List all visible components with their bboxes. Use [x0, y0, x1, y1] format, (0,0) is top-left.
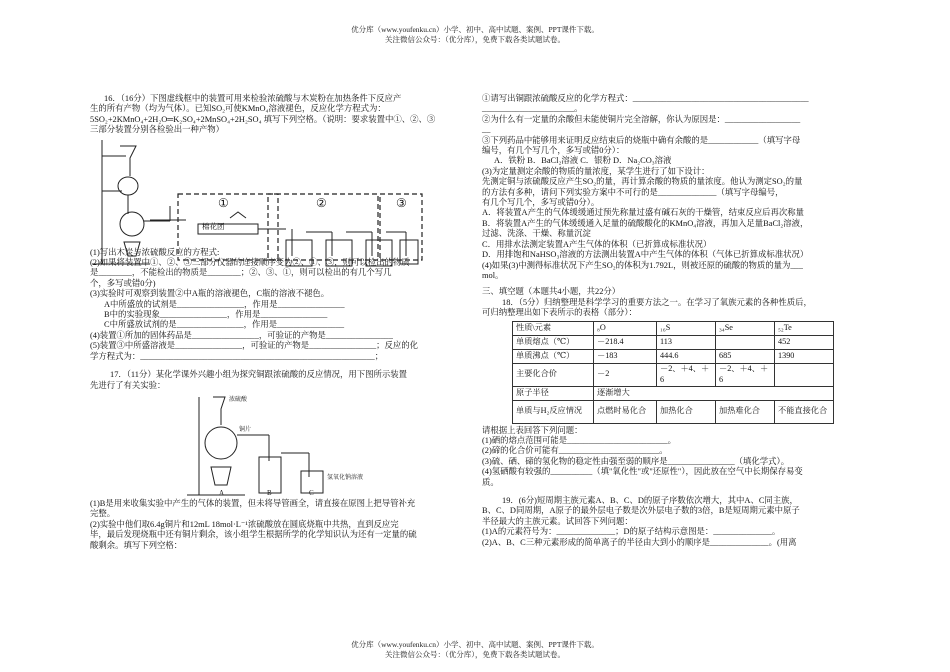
q17-apparatus-figure	[90, 391, 470, 499]
table-cell: 单质与H₂反应情况	[513, 400, 594, 423]
q18-answer-3: (3)硫、硒、碲的氢化物的稳定性由强至弱的顺序是________________（填化学式）。	[482, 456, 790, 466]
q19-line-3: 半径最大的主族元素。试回答下列问题：	[482, 516, 633, 526]
copper-acid-diagram	[185, 391, 445, 499]
table-cell: 不能直接化合	[775, 400, 834, 423]
q17-r1b: ______________________。	[482, 104, 583, 114]
table-row	[513, 363, 834, 386]
table-header-cell: 性质\元素	[513, 321, 594, 335]
q17-option-c: C．用排水法测定装置A产生气体的体积（已折算成标准状况）	[482, 239, 712, 249]
fig17-label-a: A	[219, 488, 225, 497]
q16-sub-3b: B中的实验现象________________，作用是________________	[104, 310, 328, 320]
q16-sub-2c: 个，多写或错0分)	[90, 278, 156, 288]
oxygen-family-table	[512, 321, 834, 424]
q17-sub-1a: (1)B是用来收集实验中产生的气体的装置，但未将导管画全，请直接在原图上把导管补充	[90, 498, 416, 508]
table-header-cell: ₁₆S	[657, 321, 716, 335]
table-cell: 113	[657, 335, 716, 349]
q18-answer-4a: (4)氢硒酸有较强的__________（填"氧化性"或"还原性"），因此放在空气中长期保存易变	[482, 467, 803, 477]
fig17-note-copper: 铜片	[239, 426, 252, 433]
page-header	[0, 25, 950, 45]
q17-option-b2: 过滤、洗涤、干燥、称量沉淀	[482, 229, 591, 239]
q17-option-b: B．将装置A产生的气体缓缓通入足量的硫酸酸化的KMnO₄溶液，再加入足量BaCl₂溶液，	[482, 218, 809, 228]
table-cell: －2、＋4、＋6	[657, 363, 716, 386]
q19-answer-2: (2)A、B、C三种元素形成的简单离子的半径由大到小的顺序是______________。(用离	[482, 537, 797, 547]
footer-line-2: 关注微信公众号：（优分库），免费下载各类试题试卷。	[385, 650, 565, 659]
fig17-note-naoh: 氢氧化钠溶液	[327, 474, 364, 481]
q17-option-d: D．用排饱和NaHSO₃溶液的方法测出装置A中产生气体的体积（气体已折算成标准状况）	[482, 250, 809, 260]
q17-r3b: 编号，有几个写几个，多写或错0分）：	[482, 146, 625, 156]
table-cell: －2	[594, 363, 657, 386]
q16-line-4: 三部分装置分别各检验出一种产物）	[90, 125, 224, 135]
table-cell: －183	[594, 349, 657, 363]
q17-line-2: 先进行了有关实验：	[90, 380, 166, 390]
q19-line-1: 19．(6分)短周期主族元素A、B、C、D的原子序数依次增大，其中A、C同主族，	[502, 495, 798, 505]
table-row	[513, 400, 834, 423]
q18-question: 请根据上表回答下列问题：	[482, 425, 583, 435]
q16-line-2: 生的所有产物（均为气体）。已知SO₂可使KMnO₄溶液褪色，反应化学方程式为：	[90, 104, 386, 114]
q17-r2: ②为什么有一定量的余酸但未能使铜片完全溶解，你认为原因是：__________________	[482, 114, 801, 124]
q17-s4b: mol。	[482, 270, 504, 280]
q17-line-1: 17．（11分）某化学课外兴趣小组为探究铜跟浓硫酸的反应情况，用下图所示装置	[110, 370, 407, 380]
table-row	[513, 386, 834, 400]
footer-line-1: 优分库（www.youfenku.cn）小学、初中、高中试题、案例、PPT课件下载。	[351, 640, 599, 649]
q17-r2b: __	[482, 125, 491, 135]
q17-s3a: (3)为定量测定余酸的物质的量浓度，某学生进行了如下设计：	[482, 166, 710, 176]
q16-sub-3c: C中所盛放试剂的是________________，作用是________________	[104, 320, 345, 330]
q18-answer-2: (2)碲的化合价可能有________________________。	[482, 446, 668, 456]
frame-label-2: ②	[316, 195, 327, 210]
table-cell: 单质熔点（℃）	[513, 335, 594, 349]
table-header-cell: ₈O	[594, 321, 657, 335]
q17-s3c: 的方法有多种，请问下列实验方案中不可行的是______________（填写字母编号，	[482, 187, 784, 197]
q17-s4a: (4)如果(3)中测得标准状况下产生SO₂的体积为1.792L，则被还原的硫酸的物质的量为___	[482, 260, 803, 270]
table-cell: 逐渐增大	[594, 386, 834, 400]
page-footer	[0, 640, 950, 660]
q18-answer-1: (1)硒的熔点范围可能是________________________。	[482, 435, 677, 445]
table-cell: －218.4	[594, 335, 657, 349]
table-cell: 主要化合价	[513, 363, 594, 386]
left-column	[90, 94, 470, 551]
table-cell: 加热难化合	[716, 400, 775, 423]
table-cell: －2、＋4、＋6	[716, 363, 775, 386]
q16-sub-3: (3)实验时可观察到装置②中A瓶的溶液褪色，C瓶的溶液不褪色。	[90, 289, 330, 299]
q17-s3d: 有几个写几个，多写或错0分）。	[482, 198, 600, 208]
q17-sub-2c: 酸剩余。填写下列空格：	[90, 540, 183, 550]
table-cell: 444.6	[657, 349, 716, 363]
header-line-1: 优分库（www.youfenku.cn）小学、初中、高中试题、案例、PPT课件下载。	[351, 25, 599, 34]
q16-sub-5b: 学方程式为：________________________________________________________；	[90, 351, 384, 361]
section-3-title: 三、填空题（本题共4小题，共22分）	[482, 287, 621, 297]
table-cell: 452	[775, 335, 834, 349]
q17-sub-1b: 完整。	[90, 509, 116, 519]
q17-s3b: 先测定铜与浓硫酸反应产生SO₂的量，再计算余酸的物质的量浓度。他认为测定SO₂的量	[482, 177, 803, 187]
frame-label-1: ①	[218, 195, 229, 210]
right-column	[482, 94, 862, 548]
frame-label-3: ③	[396, 195, 407, 210]
table-header-cell: ₃₄Se	[716, 321, 775, 335]
q18-line-1: 18．（5分）归纳整理是科学学习的重要方法之一。在学习了氧族元素的各种性质后，	[502, 297, 812, 307]
q17-r1: ①请写出铜跟浓硫酸反应的化学方程式：__________________________________________	[482, 94, 809, 103]
q16-line-3: 5SO₂+2KMnO₄+2H₂O═K₂SO₄+2MnSO₄+2H₂SO₄ 填写下列空格。（说明：要求装置中①、②、③	[90, 114, 436, 124]
table-row	[513, 335, 834, 349]
q16-sub-5: (5)装置③中所盛溶液是________________，可验证的产物是________________；反应的化	[90, 341, 419, 351]
q17-sub-2b: 毕，最后发现烧瓶中还有铜片剩余，该小组学生根据所学的化学知识认为还有一定量的硫	[90, 530, 417, 540]
table-cell: 单质沸点（℃）	[513, 349, 594, 363]
q16-sub-2a: (2)如果将装置中①、②、③三部分仪器的连接顺序变为②、①、③，则可以检出的物质	[90, 258, 410, 268]
header-line-2: 关注微信公众号：（优分库），免费下载各类试题试卷。	[385, 35, 565, 44]
q17-r3a: ③下列药品中能够用来证明反应结束后的烧瓶中确有余酸的是____________（填写字母	[482, 135, 801, 145]
table-cell	[716, 335, 775, 349]
cotton-label: 棉花团	[202, 221, 225, 231]
q18-line-2: 可归纳整理出如下表所示的表格（部分）：	[482, 308, 637, 318]
table-cell: 加热化合	[657, 400, 716, 423]
table-cell: 点燃时易化合	[594, 400, 657, 423]
q16-sub-3a: A中所盛放的试剂是________________，作用是________________	[104, 299, 345, 309]
fig17-label-b: B	[267, 488, 272, 497]
table-header-row	[513, 321, 834, 335]
apparatus-diagram	[90, 136, 470, 276]
q19-answer-1: (1)A的元素符号为：______________；D的原子结构示意图是：______________。	[482, 527, 781, 537]
table-cell: 原子半径	[513, 386, 594, 400]
q16-sub-4: (4)装置①所加的固体药品是________________，可验证的产物是________________	[90, 330, 393, 340]
q18-answer-4b: 质。	[482, 477, 499, 487]
fig17-label-c: C	[309, 488, 314, 497]
table-cell: 1390	[775, 349, 834, 363]
q17-option-a: A．将装置A产生的气体缓缓通过预先称量过盛有碱石灰的干燥管，结束反应后再次称量	[482, 208, 804, 218]
q16-sub-2b: 是________，不能检出的物质是________；②、③、①，则可以检出的有几个写几	[90, 268, 392, 278]
q19-line-2: B、C、D同周期，A原子的最外层电子数是次外层电子数的3倍，B是短周期元素中原子	[482, 506, 800, 516]
table-cell	[775, 363, 834, 386]
q16-apparatus-figure	[90, 136, 470, 248]
table-cell: 685	[716, 349, 775, 363]
q17-r3c: A．铁粉 B．BaCl₂溶液 C．银粉 D．Na₂CO₃溶液	[494, 156, 672, 166]
q16-sub-1: (1)写出木炭与浓硫酸反应的方程式:	[90, 247, 220, 257]
table-header-cell: ₅₂Te	[775, 321, 834, 335]
table-row	[513, 349, 834, 363]
fig17-note-acid: 浓硫酸	[229, 396, 248, 403]
q16-line-1: 16．（16分）下图虚线框中的装置可用来检验浓硫酸与木炭粉在加热条件下反应产	[104, 94, 402, 103]
q17-sub-2a: (2)实验中他们取6.4g铜片和12mL 18mol·L⁻¹浓硫酸放在圆底烧瓶中共热，直到反应完	[90, 519, 399, 529]
